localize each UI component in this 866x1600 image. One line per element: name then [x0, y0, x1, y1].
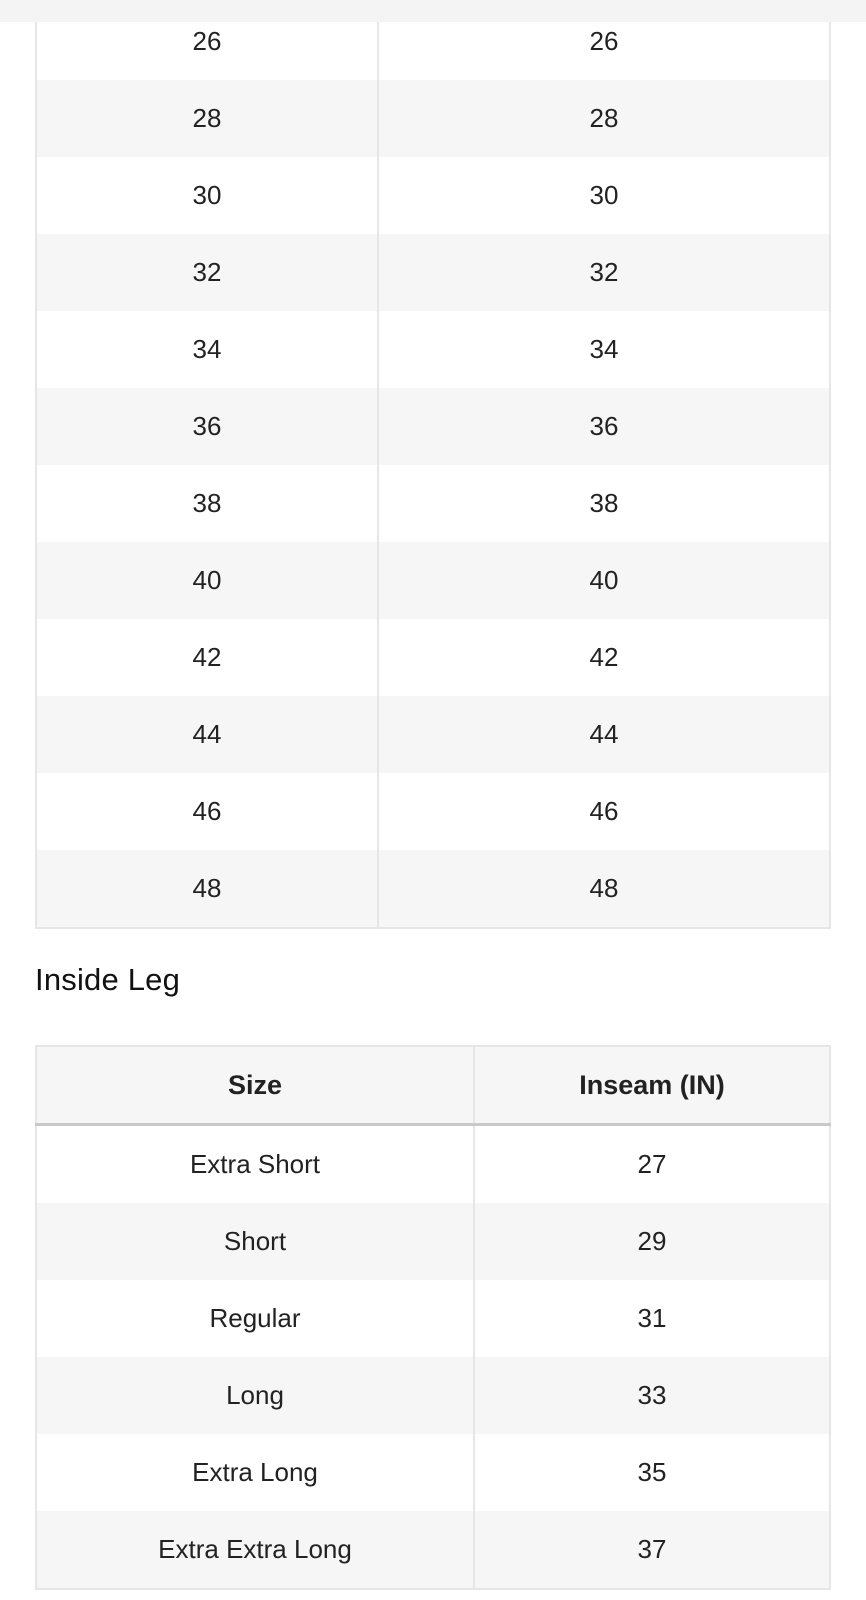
- table-row: [36, 388, 830, 465]
- table-cell: 34: [36, 311, 378, 388]
- table-cell: 46: [36, 773, 378, 850]
- table-row: [36, 1357, 830, 1434]
- table-cell: 38: [36, 465, 378, 542]
- table-row: [36, 234, 830, 311]
- table-row: [36, 696, 830, 773]
- table-cell: 26: [36, 22, 378, 80]
- column-header-inseam: Inseam (IN): [474, 1046, 830, 1125]
- table-cell: Short: [36, 1203, 474, 1280]
- column-header-size: Size: [36, 1046, 474, 1125]
- table-row: [36, 1125, 830, 1204]
- table-cell: 42: [36, 619, 378, 696]
- table-row: [36, 1203, 830, 1280]
- table-row: [36, 1280, 830, 1357]
- table-cell: 37: [474, 1511, 830, 1589]
- table-row: [36, 773, 830, 850]
- table-row: [36, 542, 830, 619]
- inside-leg-table: [35, 1045, 831, 1590]
- table-cell: 48: [36, 850, 378, 928]
- table-row: [36, 311, 830, 388]
- table-cell: 30: [378, 157, 830, 234]
- table-cell: 36: [36, 388, 378, 465]
- table-cell: 42: [378, 619, 830, 696]
- table-cell: 48: [378, 850, 830, 928]
- table-cell: 34: [378, 311, 830, 388]
- table-cell: 29: [474, 1203, 830, 1280]
- table-cell: Regular: [36, 1280, 474, 1357]
- table-cell: 28: [378, 80, 830, 157]
- table-cell: Extra Short: [36, 1125, 474, 1204]
- table-row: [36, 850, 830, 928]
- table-cell: 40: [378, 542, 830, 619]
- table-cell: 32: [378, 234, 830, 311]
- table-row: [36, 22, 830, 80]
- table-row: [36, 619, 830, 696]
- table-cell: 44: [378, 696, 830, 773]
- table-cell: 33: [474, 1357, 830, 1434]
- table-cell: Extra Long: [36, 1434, 474, 1511]
- table-cell: 46: [378, 773, 830, 850]
- table-cell: 31: [474, 1280, 830, 1357]
- table-cell: 36: [378, 388, 830, 465]
- inside-leg-heading: Inside Leg: [35, 962, 181, 997]
- table-cell: 40: [36, 542, 378, 619]
- table-cell: Long: [36, 1357, 474, 1434]
- table-row: [36, 80, 830, 157]
- table-row: [36, 1434, 830, 1511]
- table-cell: Extra Extra Long: [36, 1511, 474, 1589]
- table-cell: 35: [474, 1434, 830, 1511]
- table-cell: 28: [36, 80, 378, 157]
- table-row: [36, 465, 830, 542]
- table-cell: 32: [36, 234, 378, 311]
- table-cell: 44: [36, 696, 378, 773]
- waist-size-table: [35, 22, 831, 929]
- table-cell: 26: [378, 22, 830, 80]
- top-scroll-edge: [0, 0, 866, 22]
- table-cell: 27: [474, 1125, 830, 1204]
- table-header-row: [36, 1046, 830, 1125]
- table-cell: 30: [36, 157, 378, 234]
- table-cell: 38: [378, 465, 830, 542]
- table-row: [36, 157, 830, 234]
- table-row: [36, 1511, 830, 1589]
